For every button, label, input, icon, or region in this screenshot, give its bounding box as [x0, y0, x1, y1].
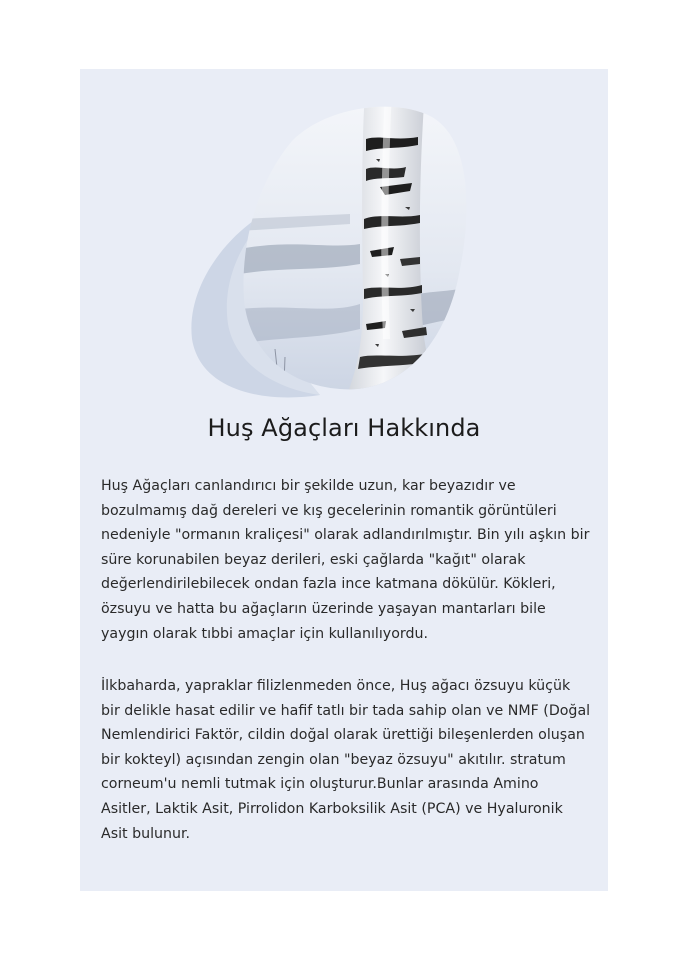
birch-tree-illustration	[180, 99, 480, 409]
page-title: Huş Ağaçları Hakkında	[207, 414, 481, 442]
article-paragraph-2: İlkbaharda, yapraklar filizlenmeden önce, Huş ağacı özsuyu küçük bir delikle hasat edilir ve hafif tatlı bir tada sahip olan ve NMF (Doğal Nemlendirici Faktör, cildin doğal olarak ürettiği bileşenlerden oluşan bir kokteyl) açısından zengin olan "beyaz özsuyu" akıtılır. stratum corneum'u nemli tutmak için oluşturur.Bunlar arasında Amino Asitler, Laktik Asit, Pirrolidon Karboksilik Asit (PCA) ve Hyaluronik Asit bulunur.	[101, 678, 591, 842]
birch-tree-image	[180, 99, 480, 409]
article-card	[80, 69, 608, 891]
article-paragraph-1: Huş Ağaçları canlandırıcı bir şekilde uzun, kar beyazıdır ve bozulmamış dağ dereleri ve kış gecelerinin romantik görüntüleri nedeniyle "ormanın kraliçesi" olarak adlandırılmıştır. Bin yılı aşkın bir süre korunabilen beyaz derileri, eski çağlarda "kağıt" olarak değerlendirilebilecek ondan fazla ince katmana dökülür. Kökleri, özsuyu ve hatta bu ağaçların üzerinde yaşayan mantarları bile yaygın olarak tıbbi amaçlar için kullanılıyordu.	[101, 478, 590, 642]
